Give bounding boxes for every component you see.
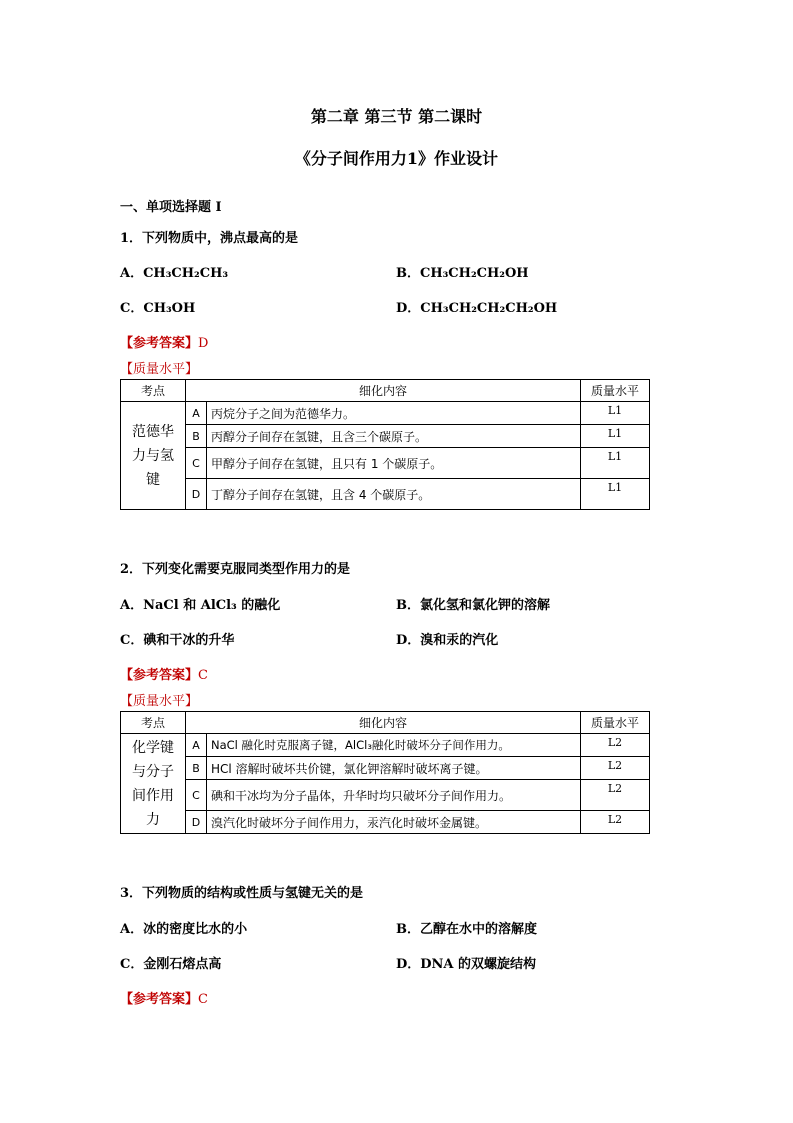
row-text: 丙醇分子间存在氢键，且含三个碳原子。 [207, 425, 581, 448]
question-2-option-c: C．碘和干冰的升华 [120, 633, 235, 648]
row-text: 溴汽化时破坏分子间作用力，汞汽化时破坏金属键。 [207, 811, 581, 834]
row-text: NaCl 融化时克服离子键，AlCl₃融化时破坏分子间作用力。 [207, 734, 581, 757]
row-label: A [186, 734, 207, 757]
question-1-option-a: A．CH₃CH₂CH₃ [120, 266, 229, 281]
question-2-quality-table [120, 711, 650, 834]
row-label: C [186, 448, 207, 479]
table-row [121, 780, 650, 811]
answer-tag: 【参考答案】 [120, 668, 199, 683]
question-2-stem: 2．下列变化需要克服同类型作用力的是 [120, 562, 351, 577]
row-label: B [186, 425, 207, 448]
question-3-option-a: A．冰的密度比水的小 [120, 922, 248, 937]
row-level: L2 [581, 811, 650, 834]
answer-value: D [198, 336, 209, 351]
row-label: B [186, 757, 207, 780]
row-text: 碘和干冰均为分子晶体，升华时均只破坏分子间作用力。 [207, 780, 581, 811]
title-line-1: 第二章 第三节 第二课时 [310, 107, 483, 126]
row-level: L1 [581, 479, 650, 510]
table-row [121, 811, 650, 834]
answer-value: C [198, 668, 208, 683]
question-1-answer [120, 332, 208, 351]
header-detail: 细化内容 [186, 712, 581, 734]
table-header-row [121, 380, 650, 402]
answer-tag: 【参考答案】 [120, 992, 199, 1007]
question-3-stem: 3．下列物质的结构或性质与氢键无关的是 [120, 886, 364, 901]
table-row [121, 448, 650, 479]
header-point: 考点 [121, 380, 186, 402]
table-row [121, 425, 650, 448]
row-level: L1 [581, 402, 650, 425]
row-text: 丁醇分子间存在氢键，且含 4 个碳原子。 [207, 479, 581, 510]
question-1-quality-table [120, 379, 650, 510]
table-header-row [121, 712, 650, 734]
table-row [121, 734, 650, 757]
row-text: HCl 溶解时破坏共价键，氯化钾溶解时破坏离子键。 [207, 757, 581, 780]
row-level: L2 [581, 780, 650, 811]
point-cell: 化学键与分子间作用力 [121, 734, 186, 834]
question-2-option-b: B．氯化氢和氯化钾的溶解 [396, 598, 550, 613]
point-cell: 范德华力与氢键 [121, 402, 186, 510]
question-1-stem: 1．下列物质中，沸点最高的是 [120, 231, 299, 246]
question-2-answer [120, 664, 208, 683]
row-label: C [186, 780, 207, 811]
row-level: L2 [581, 757, 650, 780]
row-label: D [186, 811, 207, 834]
row-level: L1 [581, 425, 650, 448]
question-1-option-b: B．CH₃CH₂CH₂OH [396, 266, 529, 281]
row-level: L1 [581, 448, 650, 479]
question-3-option-d: D．DNA 的双螺旋结构 [396, 957, 537, 972]
header-level: 质量水平 [581, 712, 650, 734]
question-1-option-c: C．CH₃OH [120, 301, 196, 316]
question-3-option-b: B．乙醇在水中的溶解度 [396, 922, 537, 937]
table-row [121, 479, 650, 510]
question-2-quality-label: 【质量水平】 [120, 694, 199, 709]
title-line-2: 《分子间作用力1》作业设计 [294, 149, 499, 168]
answer-tag: 【参考答案】 [120, 336, 199, 351]
row-label: D [186, 479, 207, 510]
header-level: 质量水平 [581, 380, 650, 402]
row-level: L2 [581, 734, 650, 757]
section-heading: 一、单项选择题 I [120, 200, 222, 215]
question-1-option-d: D．CH₃CH₂CH₂CH₂OH [396, 301, 558, 316]
question-2-option-d: D．溴和汞的汽化 [396, 633, 499, 648]
question-3-option-c: C．金刚石熔点高 [120, 957, 222, 972]
header-detail: 细化内容 [186, 380, 581, 402]
answer-value: C [198, 992, 208, 1007]
table-row [121, 402, 650, 425]
question-3-answer [120, 988, 208, 1007]
question-1-quality-label: 【质量水平】 [120, 362, 199, 377]
header-point: 考点 [121, 712, 186, 734]
question-2-option-a: A．NaCl 和 AlCl₃ 的融化 [120, 598, 281, 613]
row-text: 甲醇分子间存在氢键，且只有 1 个碳原子。 [207, 448, 581, 479]
row-label: A [186, 402, 207, 425]
table-row [121, 757, 650, 780]
row-text: 丙烷分子之间为范德华力。 [207, 402, 581, 425]
